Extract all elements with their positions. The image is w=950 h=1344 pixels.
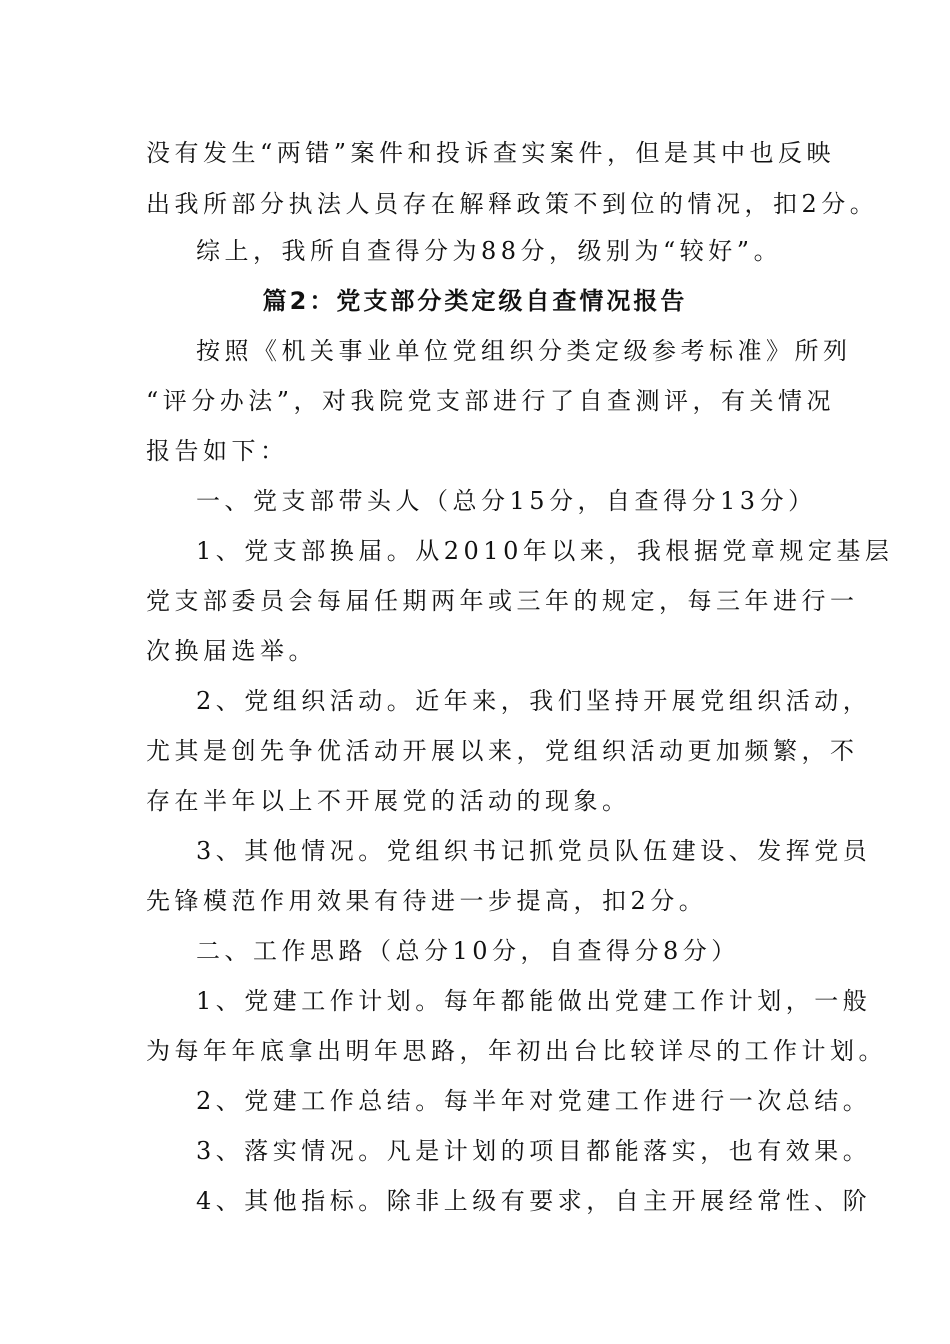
text-line: 4、其他指标。除非上级有要求，自主开展经常性、阶 <box>196 1187 872 1215</box>
text-line: 党支部委员会每届任期两年或三年的规定，每三年进行一 <box>146 587 859 615</box>
subsection-heading: 二、工作思路（总分10分，自查得分8分） <box>196 937 740 965</box>
text-line: 1、党支部换届。从2010年以来，我根据党章规定基层 <box>196 537 894 565</box>
text-line: 次换届选举。 <box>146 637 317 665</box>
section-heading: 篇2：党支部分类定级自查情况报告 <box>262 287 688 315</box>
text-line: 综上，我所自查得分为88分，级别为“较好”。 <box>196 237 783 265</box>
text-line: 按照《机关事业单位党组织分类定级参考标准》所列 <box>196 337 852 365</box>
text-line: 尤其是创先争优活动开展以来，党组织活动更加频繁，不 <box>146 737 859 765</box>
text-line: 2、党建工作总结。每半年对党建工作进行一次总结。 <box>196 1087 872 1115</box>
text-line: “评分办法”，对我院党支部进行了自查测评，有关情况 <box>146 387 836 415</box>
text-line: 2、党组织活动。近年来，我们坚持开展党组织活动， <box>196 687 872 715</box>
text-line: 存在半年以上不开展党的活动的现象。 <box>146 787 631 815</box>
text-line: 1、党建工作计划。每年都能做出党建工作计划，一般 <box>196 987 872 1015</box>
subsection-heading: 一、党支部带头人（总分15分，自查得分13分） <box>196 487 817 515</box>
text-line: 3、其他情况。党组织书记抓党员队伍建设、发挥党员 <box>196 837 872 865</box>
text-line: 为每年年底拿出明年思路，年初出台比较详尽的工作计划。 <box>146 1037 887 1065</box>
text-line: 3、落实情况。凡是计划的项目都能落实，也有效果。 <box>196 1137 872 1165</box>
text-line: 报告如下： <box>146 437 289 465</box>
text-line: 出我所部分执法人员存在解释政策不到位的情况，扣2分。 <box>146 190 879 218</box>
text-line: 先锋模范作用效果有待进一步提高，扣2分。 <box>146 887 708 915</box>
text-line: 没有发生“两错”案件和投诉查实案件，但是其中也反映 <box>146 139 836 167</box>
